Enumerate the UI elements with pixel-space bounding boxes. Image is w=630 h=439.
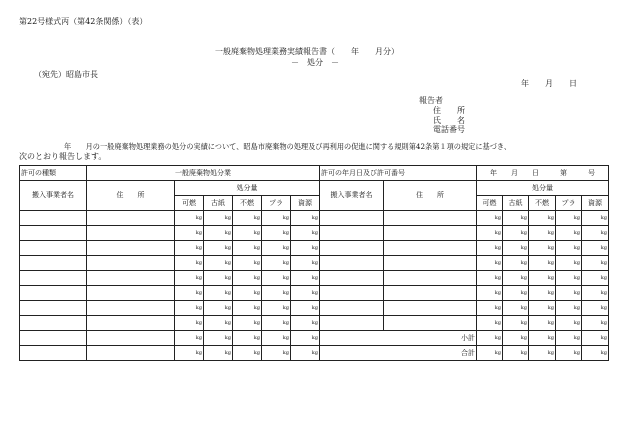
carrier-name-cell[interactable] xyxy=(20,271,87,286)
permit-type-label: 許可の種類 xyxy=(20,166,87,181)
category-header: 可燃 xyxy=(175,196,204,211)
amount-cell-right: kg xyxy=(556,211,582,226)
carrier-name-cell-right[interactable] xyxy=(320,316,384,331)
amount-cell: kg xyxy=(291,256,320,271)
carrier-name-cell-right[interactable] xyxy=(320,241,384,256)
carrier-name-cell[interactable] xyxy=(20,226,87,241)
amount-cell: kg xyxy=(204,286,233,301)
amount-cell: kg xyxy=(291,241,320,256)
amount-cell: kg xyxy=(291,286,320,301)
amount-cell-right: kg xyxy=(477,331,503,346)
carrier-name-cell-right[interactable] xyxy=(320,286,384,301)
amount-cell-right: kg xyxy=(503,271,529,286)
amount-cell-right: kg xyxy=(477,286,503,301)
amount-cell: kg xyxy=(262,226,291,241)
amount-cell: kg xyxy=(175,316,204,331)
category-header: 古紙 xyxy=(204,196,233,211)
carrier-name-cell-right[interactable] xyxy=(320,256,384,271)
amount-cell-right: kg xyxy=(477,256,503,271)
carrier-name-cell[interactable] xyxy=(20,331,87,346)
carrier-name-cell-right[interactable] xyxy=(320,301,384,316)
permit-date-label: 許可の年月日及び許可番号 xyxy=(320,166,477,181)
address-header-right: 住 所 xyxy=(384,181,477,211)
amount-cell: kg xyxy=(262,241,291,256)
amount-cell: kg xyxy=(233,241,262,256)
amount-cell-right: kg xyxy=(529,286,556,301)
amount-cell-right: kg xyxy=(503,241,529,256)
table-row xyxy=(20,331,609,346)
carrier-address-cell-right[interactable] xyxy=(384,241,477,256)
carrier-header-right: 搬入事業者名 xyxy=(320,181,384,211)
amount-cell-right: kg xyxy=(556,226,582,241)
amount-cell: kg xyxy=(262,331,291,346)
amount-cell: kg xyxy=(175,211,204,226)
carrier-name-cell[interactable] xyxy=(20,316,87,331)
carrier-address-cell[interactable] xyxy=(87,226,175,241)
amount-cell-right: kg xyxy=(503,331,529,346)
carrier-address-cell-right[interactable] xyxy=(384,316,477,331)
amount-cell: kg xyxy=(291,271,320,286)
amount-cell-right: kg xyxy=(556,286,582,301)
amount-cell: kg xyxy=(175,241,204,256)
amount-cell-right: kg xyxy=(582,271,609,286)
amount-cell-right: kg xyxy=(503,211,529,226)
amount-cell-right: kg xyxy=(529,301,556,316)
amount-cell-right: kg xyxy=(582,316,609,331)
amount-cell-right: kg xyxy=(477,241,503,256)
carrier-address-cell-right[interactable] xyxy=(384,301,477,316)
carrier-name-cell[interactable] xyxy=(20,241,87,256)
carrier-address-cell[interactable] xyxy=(87,301,175,316)
amount-cell-right: kg xyxy=(477,316,503,331)
subtotal-label: 小計 xyxy=(320,331,477,346)
amount-cell: kg xyxy=(175,346,204,361)
amount-cell-right: kg xyxy=(556,241,582,256)
amount-cell: kg xyxy=(262,301,291,316)
amount-cell-right: kg xyxy=(582,331,609,346)
amount-cell: kg xyxy=(233,331,262,346)
amount-cell-right: kg xyxy=(529,226,556,241)
category-header-right: 資源 xyxy=(582,196,609,211)
amount-cell-right: kg xyxy=(477,226,503,241)
carrier-address-cell[interactable] xyxy=(87,256,175,271)
amount-cell-right: kg xyxy=(556,301,582,316)
amount-cell-right: kg xyxy=(556,346,582,361)
amount-cell: kg xyxy=(175,331,204,346)
amount-cell: kg xyxy=(233,226,262,241)
carrier-address-cell-right[interactable] xyxy=(384,211,477,226)
amount-cell-right: kg xyxy=(477,271,503,286)
amount-cell: kg xyxy=(262,256,291,271)
carrier-name-cell[interactable] xyxy=(20,346,87,361)
body-text-line2: 次のとおり報告します。 xyxy=(19,152,107,161)
amount-cell: kg xyxy=(175,286,204,301)
carrier-address-cell[interactable] xyxy=(87,271,175,286)
carrier-address-cell[interactable] xyxy=(87,286,175,301)
carrier-name-cell-right[interactable] xyxy=(320,226,384,241)
amount-cell-right: kg xyxy=(503,346,529,361)
amount-cell: kg xyxy=(291,226,320,241)
amount-cell-right: kg xyxy=(582,211,609,226)
amount-cell-right: kg xyxy=(529,331,556,346)
amount-cell: kg xyxy=(233,256,262,271)
addressee: （宛先）昭島市長 xyxy=(34,70,98,79)
amount-cell-right: kg xyxy=(556,331,582,346)
table-row xyxy=(20,256,609,271)
report-title: 一般廃棄物処理業務実績報告書（ 年 月分） xyxy=(215,47,399,56)
carrier-name-cell[interactable] xyxy=(20,301,87,316)
amount-cell: kg xyxy=(262,286,291,301)
amount-cell: kg xyxy=(291,331,320,346)
amount-cell: kg xyxy=(204,331,233,346)
carrier-address-cell[interactable] xyxy=(87,211,175,226)
amount-cell: kg xyxy=(233,286,262,301)
category-header-right: 古紙 xyxy=(503,196,529,211)
amount-cell: kg xyxy=(204,226,233,241)
amount-cell: kg xyxy=(204,211,233,226)
amount-cell-right: kg xyxy=(529,271,556,286)
amount-cell-right: kg xyxy=(503,256,529,271)
amount-cell: kg xyxy=(175,226,204,241)
amount-cell: kg xyxy=(291,346,320,361)
carrier-address-cell[interactable] xyxy=(87,241,175,256)
amount-cell: kg xyxy=(262,346,291,361)
carrier-header: 搬入事業者名 xyxy=(20,181,87,211)
carrier-address-cell-right[interactable] xyxy=(384,226,477,241)
disposal-report-table xyxy=(19,165,609,361)
amount-cell-right: kg xyxy=(529,241,556,256)
carrier-name-cell[interactable] xyxy=(20,256,87,271)
category-header-right: プラ xyxy=(556,196,582,211)
carrier-address-cell[interactable] xyxy=(87,346,175,361)
permit-date-value: 年 月 日 第 号 xyxy=(477,166,609,181)
amount-cell-right: kg xyxy=(582,346,609,361)
carrier-name-cell[interactable] xyxy=(20,211,87,226)
amount-cell-right: kg xyxy=(503,316,529,331)
amount-cell-right: kg xyxy=(582,241,609,256)
total-label: 合計 xyxy=(320,346,477,361)
amount-cell-right: kg xyxy=(529,316,556,331)
report-date: 年 月 日 xyxy=(521,79,577,88)
table-row xyxy=(20,226,609,241)
amount-cell-right: kg xyxy=(529,346,556,361)
reporter-address: 住 所 xyxy=(433,106,465,115)
amount-cell: kg xyxy=(262,211,291,226)
amount-cell: kg xyxy=(204,316,233,331)
table-row xyxy=(20,241,609,256)
table-row xyxy=(20,271,609,286)
amount-cell: kg xyxy=(291,211,320,226)
amount-cell: kg xyxy=(204,346,233,361)
amount-cell: kg xyxy=(233,301,262,316)
table-row xyxy=(20,301,609,316)
amount-cell: kg xyxy=(262,271,291,286)
table-row xyxy=(20,346,609,361)
amount-cell: kg xyxy=(175,256,204,271)
amount-cell-right: kg xyxy=(529,256,556,271)
amount-cell-right: kg xyxy=(582,256,609,271)
carrier-address-cell-right[interactable] xyxy=(384,271,477,286)
amount-cell-right: kg xyxy=(529,211,556,226)
amount-cell: kg xyxy=(204,241,233,256)
amount-cell: kg xyxy=(233,211,262,226)
report-subtitle: － 処分 － xyxy=(291,58,339,67)
amount-cell-right: kg xyxy=(556,271,582,286)
amount-cell-right: kg xyxy=(503,286,529,301)
amount-header: 処分量 xyxy=(175,181,320,196)
amount-cell: kg xyxy=(204,256,233,271)
table-row xyxy=(20,286,609,301)
amount-cell: kg xyxy=(291,301,320,316)
amount-cell: kg xyxy=(233,346,262,361)
amount-cell-right: kg xyxy=(556,256,582,271)
amount-cell: kg xyxy=(204,271,233,286)
category-header: 不燃 xyxy=(233,196,262,211)
amount-cell: kg xyxy=(175,271,204,286)
carrier-name-cell-right[interactable] xyxy=(320,211,384,226)
table-row xyxy=(20,211,609,226)
permit-type-value: 一般廃棄物処分業 xyxy=(87,166,320,181)
reporter-name: 氏 名 xyxy=(433,116,465,125)
form-code: 第22号様式丙（第42条関係）（表） xyxy=(19,17,148,26)
amount-cell-right: kg xyxy=(477,211,503,226)
table-row xyxy=(20,316,609,331)
amount-cell: kg xyxy=(262,316,291,331)
amount-cell-right: kg xyxy=(582,301,609,316)
amount-cell-right: kg xyxy=(582,286,609,301)
amount-cell: kg xyxy=(291,316,320,331)
category-header: プラ xyxy=(262,196,291,211)
carrier-address-cell[interactable] xyxy=(87,331,175,346)
carrier-address-cell-right[interactable] xyxy=(384,286,477,301)
reporter-phone: 電話番号 xyxy=(433,125,465,134)
amount-cell: kg xyxy=(233,271,262,286)
carrier-name-cell[interactable] xyxy=(20,286,87,301)
carrier-address-cell[interactable] xyxy=(87,316,175,331)
amount-cell-right: kg xyxy=(477,301,503,316)
body-text-line1: 年 月の一般廃棄物処理業務の処分の実績について、昭島市廃棄物の処理及び再利用の促進に関する規則第42条第１項の規定に基づき、 xyxy=(64,142,512,151)
amount-cell: kg xyxy=(204,301,233,316)
amount-cell-right: kg xyxy=(477,346,503,361)
carrier-name-cell-right[interactable] xyxy=(320,271,384,286)
amount-cell-right: kg xyxy=(503,226,529,241)
category-header-right: 不燃 xyxy=(529,196,556,211)
category-header-right: 可燃 xyxy=(477,196,503,211)
amount-cell-right: kg xyxy=(556,316,582,331)
carrier-address-cell-right[interactable] xyxy=(384,256,477,271)
address-header: 住 所 xyxy=(87,181,175,211)
category-header: 資源 xyxy=(291,196,320,211)
amount-cell: kg xyxy=(233,316,262,331)
amount-header-right: 処分量 xyxy=(477,181,609,196)
reporter-label: 報告者 xyxy=(419,96,443,105)
amount-cell: kg xyxy=(175,301,204,316)
amount-cell-right: kg xyxy=(503,301,529,316)
amount-cell-right: kg xyxy=(582,226,609,241)
